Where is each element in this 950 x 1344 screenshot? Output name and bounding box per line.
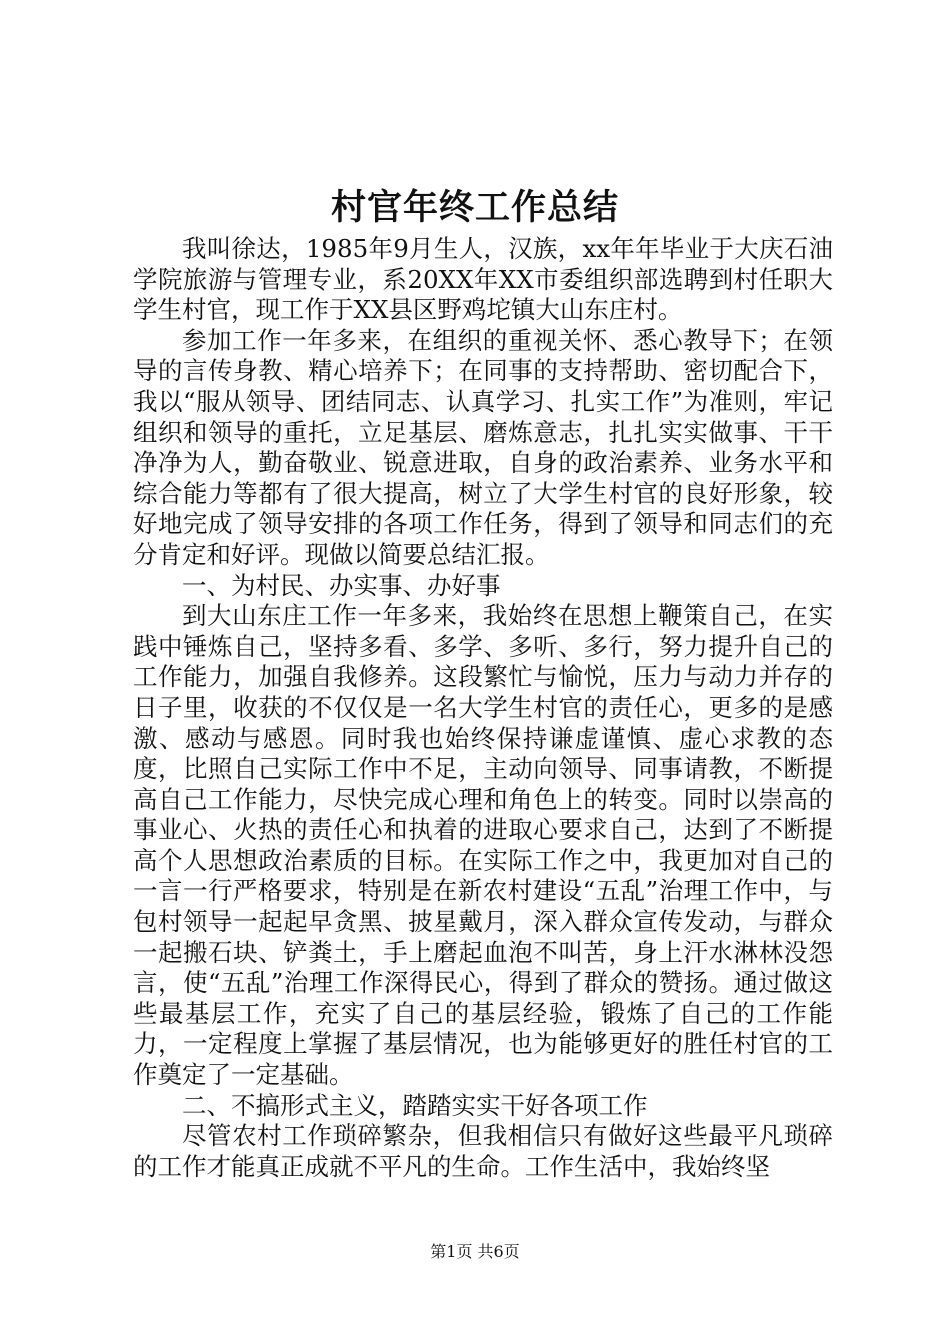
page-number-footer: 第1页 共6页 <box>430 1242 520 1261</box>
paragraph-intro: 我叫徐达，1985年9月生人，汉族，xx年年毕业于大庆石油学院旅游与管理专业，系20XX年XX市委组织部选聘到村任职大学生村官，现工作于XX县区野鸡坨镇大山东庄村。 <box>133 234 833 325</box>
paragraph-section-1: 到大山东庄工作一年多来，我始终在思想上鞭策自己，在实践中锤炼自己，坚持多看、多学、多听、多行，努力提升自己的工作能力，加强自我修养。这段繁忙与愉悦，压力与动力并存的日子里，收获的不仅仅是一名大学生村官的责任心，更多的是感激、感动与感恩。同时我也始终保持谦虚谨慎、虚心求教的态度，比照自己实际工作中不足，主动向领导、同事请教，不断提高自己工作能力，尽快完成心理和角色上的转变。同时以崇高的事业心、火热的责任心和执着的进取心要求自己，达到了不断提高个人思想政治素质的目标。在实际工作之中，我更加对自己的一言一行严格要求，特别是在新农村建设“五乱”治理工作中，与包村领导一起起早贪黑、披星戴月，深入群众宣传发动，与群众一起搬石块、铲粪土，手上磨起血泡不叫苦，身上汗水淋林没怨言，使“五乱”治理工作深得民心，得到了群众的赞扬。通过做这些最基层工作，充实了自己的基层经验，锻炼了自己的工作能力，一定程度上掌握了基层情况，也为能够更好的胜任村官的工作奠定了一定基础。 <box>133 601 833 1090</box>
section-heading-1: 一、为村民、办实事、办好事 <box>182 570 501 600</box>
section-heading-2: 二、不搞形式主义，踏踏实实干好各项工作 <box>182 1090 648 1120</box>
paragraph-section-2: 尽管农村工作琐碎繁杂，但我相信只有做好这些最平凡琐碎的工作才能真正成就不平凡的生命。工作生活中，我始终坚 <box>133 1121 833 1181</box>
document-title: 村官年终工作总结 <box>330 187 619 228</box>
document-body <box>133 234 833 1182</box>
paragraph-summary: 参加工作一年多来，在组织的重视关怀、悉心教导下；在领导的言传身教、精心培养下；在同事的支持帮助、密切配合下，我以“服从领导、团结同志、认真学习、扎实工作”为准则，牢记组织和领导的重托，立足基层、磨炼意志，扎扎实实做事、干干净净为人，勤奋敬业、锐意进取，自身的政治素养、业务水平和综合能力等都有了很大提高，树立了大学生村官的良好形象，较好地完成了领导安排的各项工作任务，得到了领导和同志们的充分肯定和好评。现做以简要总结汇报。 <box>133 325 833 569</box>
